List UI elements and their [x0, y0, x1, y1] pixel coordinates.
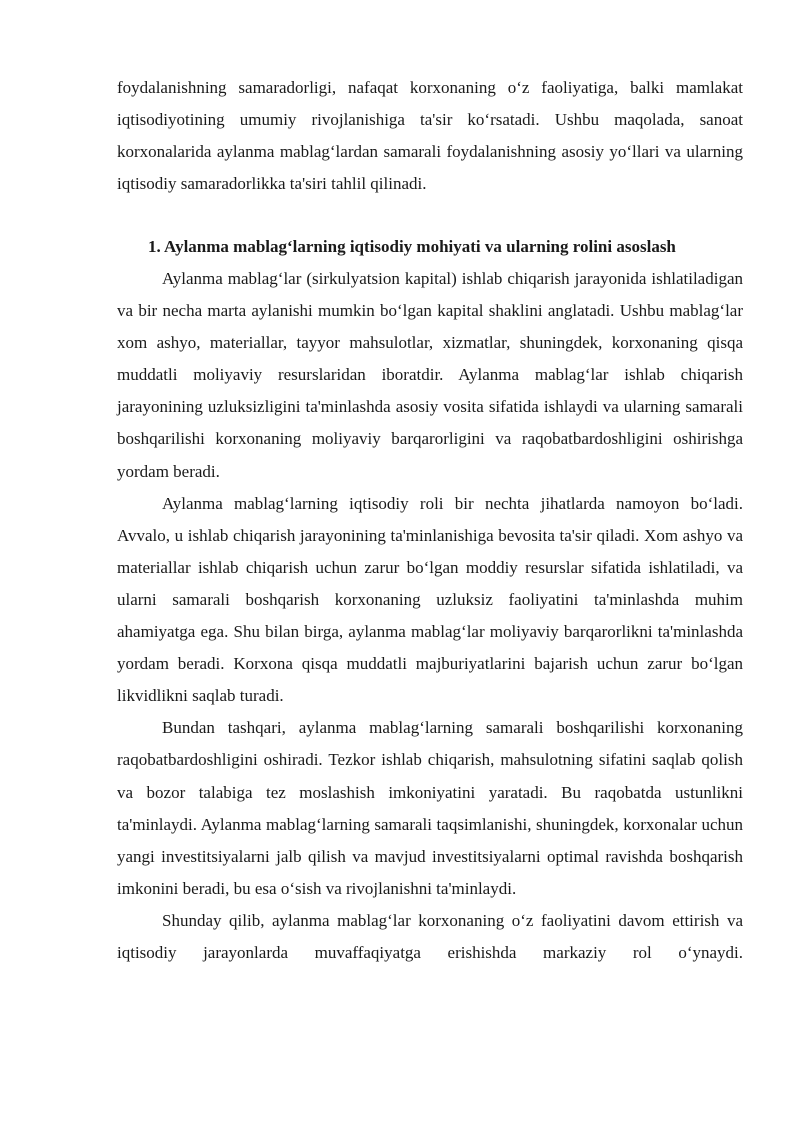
body-paragraph-4: Shunday qilib, aylanma mablag‘lar korxonaning o‘z faoliyatini davom ettirish va iqtisodiy jarayonlarda muvaffaqiyatga erishishda markaziy rol o‘ynaydi. [117, 910, 743, 962]
body-paragraph-3: Bundan tashqari, aylanma mablag‘larning samarali boshqarilishi korxonaning raqobatbardoshligini oshiradi. Tezkor ishlab chiqarish, mahsulotning sifatini saqlab qolish va bozor talabiga tez moslashish imkoniyatini yaratadi. Bu raqobatda ustunlikni ta'minlaydi. Aylanma mablag‘larning samarali taqsimlanishi, shuningdek, korxonalar uchun yangi investitsiyalarni jalb qilish va mavjud investitsiyalarni optimal ravishda boshqarish imkonini beradi, bu esa o‘sish va rivojlanishni ta'minlaydi. [117, 718, 743, 898]
body-paragraph-2: Aylanma mablag‘larning iqtisodiy roli bir nechta jihatlarda namoyon bo‘ladi. Avvalo, u ishlab chiqarish jarayonining ta'minlanishiga bevosita ta'sir qiladi. Xom ashyo va materiallar ishlab chiqarish uchun zarur bo‘lgan moddiy resurslar sifatida ishlatiladi, va ularni samarali boshqarish korxonaning uzluksiz faoliyatini ta'minlashda muhim ahamiyatga ega. Shu bilan birga, aylanma mablag‘lar moliyaviy barqarorlikni ta'minlashda yordam beradi. Korxona qisqa muddatli majburiyatlarini bajarish uchun zarur bo‘lgan likvidlikni saqlab turadi. [117, 493, 743, 706]
intro-paragraph-text: foydalanishning samaradorligi, nafaqat korxonaning o‘z faoliyatiga, balki mamlakat iqtisodiyotining umumiy rivojlanishiga ta'sir ko‘rsatadi. Ushbu maqolada, sanoat korxonalarida aylanma mablag‘lardan samarali foydalanishning asosiy yo‘llari va ularning iqtisodiy samaradorlikka ta'siri tahlil qilinadi. [117, 78, 743, 194]
body-paragraph-1: Aylanma mablag‘lar (sirkulyatsion kapital) ishlab chiqarish jarayonida ishlatiladigan va bir necha marta aylanishi mumkin bo‘lgan kapital shaklini anglatadi. Ushbu mablag‘lar xom ashyo, materiallar, tayyor mahsulotlar, xizmatlar, shuningdek, korxonaning qisqa muddatli moliyaviy resurslaridan iboratdir. Aylanma mablag‘lar ishlab chiqarish jarayonining uzluksizligini ta'minlashda asosiy vosita sifatida ishlaydi va ularning samarali boshqarilishi korxonaning moliyaviy barqarorligini va raqobatbardoshligini oshirishga yordam beradi. [117, 269, 743, 481]
intro-paragraph [117, 72, 743, 200]
section-heading: 1. Aylanma mablag‘larning iqtisodiy mohiyati va ularning rolini asoslash [148, 237, 676, 256]
body-text [117, 263, 743, 969]
